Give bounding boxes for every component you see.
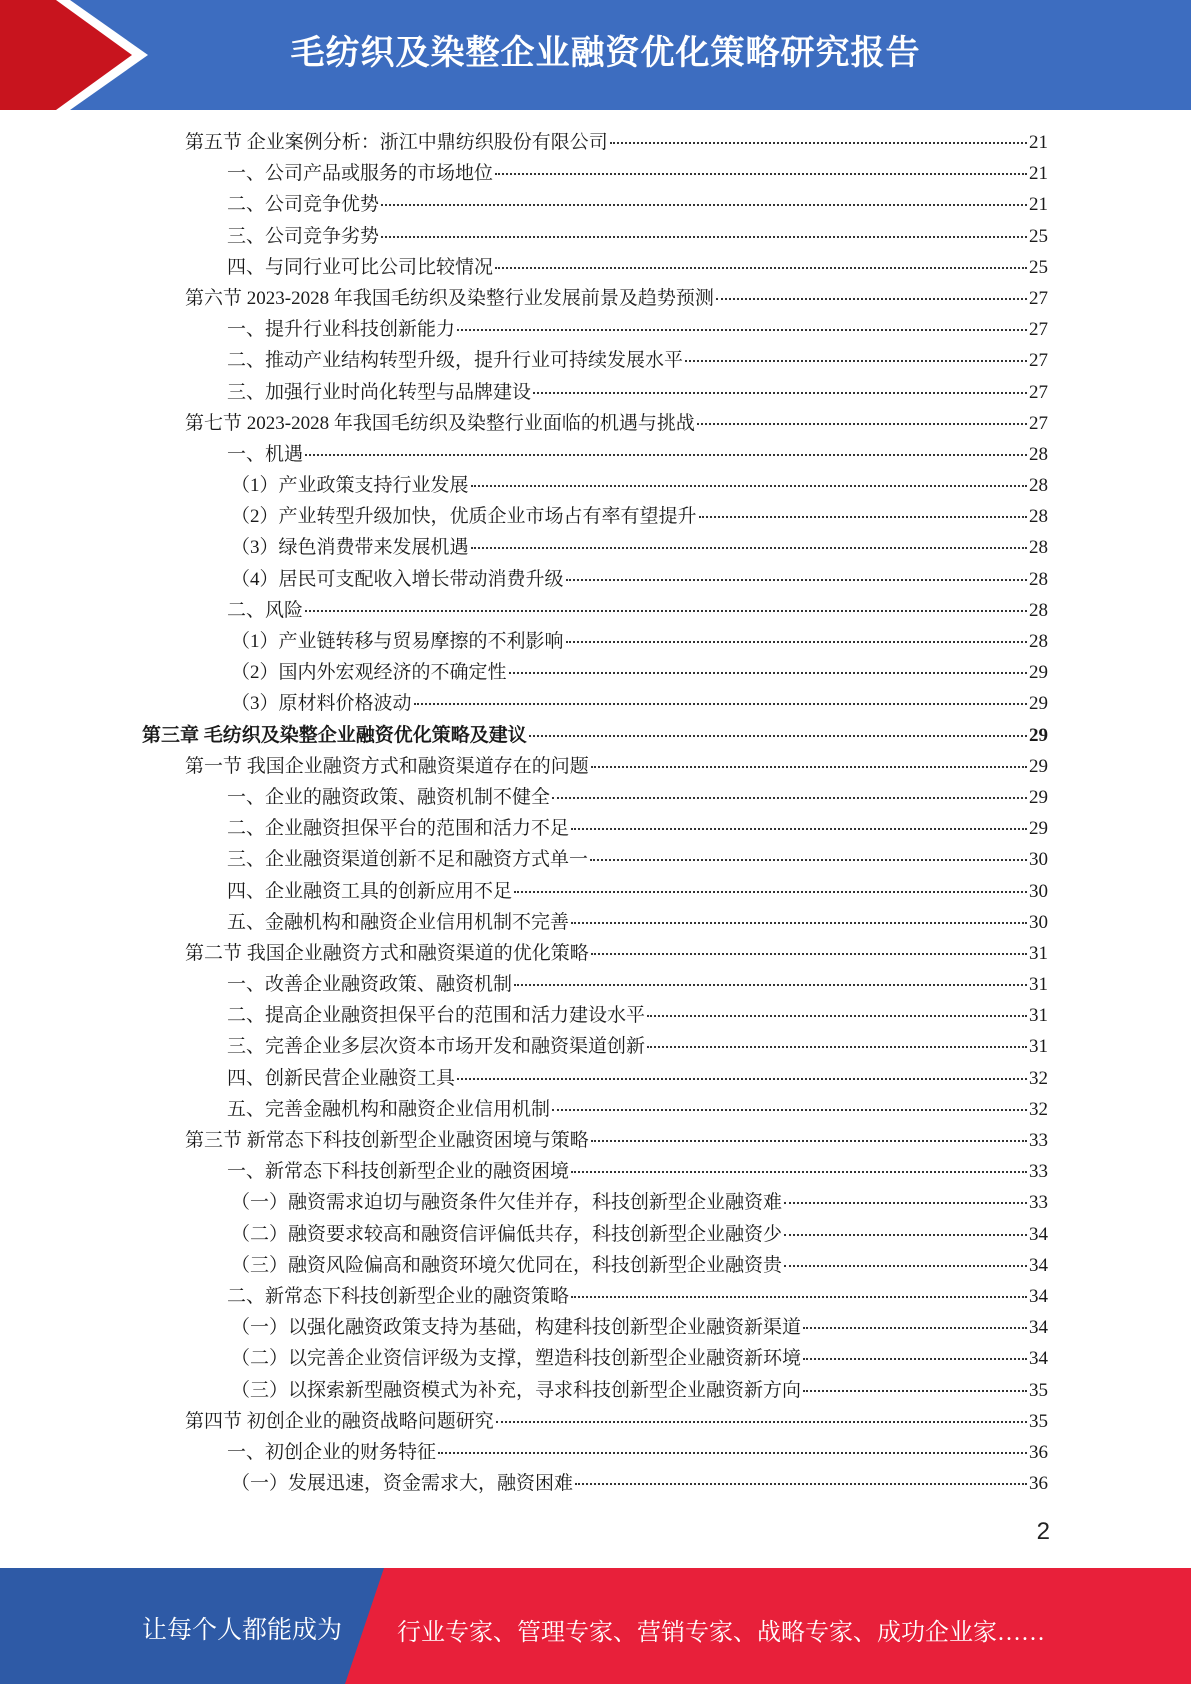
toc-entry-label: 五、金融机构和融资企业信用机制不完善 bbox=[227, 911, 570, 933]
toc-entry-label: （三）以探索新型融资模式为补充，寻求科技创新型企业融资新方向 bbox=[231, 1379, 802, 1401]
toc-entry-label: 第三章 毛纺织及染整企业融资优化策略及建议 bbox=[142, 724, 527, 746]
toc-entry[interactable] bbox=[142, 969, 1048, 1000]
dot-leader bbox=[514, 891, 1027, 893]
toc-entry-page: 32 bbox=[1029, 1067, 1048, 1089]
toc-entry-page: 29 bbox=[1029, 724, 1048, 746]
toc-entry-label: 一、新常态下科技创新型企业的融资困境 bbox=[227, 1161, 570, 1183]
toc-entry[interactable] bbox=[142, 782, 1048, 813]
toc-entry-page: 34 bbox=[1029, 1285, 1048, 1307]
toc-entry-page: 28 bbox=[1029, 537, 1048, 559]
toc-entry-page: 21 bbox=[1029, 132, 1048, 153]
toc-entry-label: 一、公司产品或服务的市场地位 bbox=[227, 163, 494, 185]
toc-entry[interactable] bbox=[142, 813, 1048, 844]
toc-entry[interactable] bbox=[142, 1031, 1048, 1062]
toc-entry-page: 21 bbox=[1029, 194, 1048, 216]
dot-leader bbox=[784, 1234, 1027, 1236]
toc-entry-page: 25 bbox=[1029, 256, 1048, 278]
dot-leader bbox=[591, 1140, 1027, 1142]
toc-entry-page: 21 bbox=[1029, 163, 1048, 185]
dot-leader bbox=[699, 516, 1027, 518]
toc-entry[interactable] bbox=[142, 907, 1048, 938]
toc-entry[interactable] bbox=[142, 1156, 1048, 1187]
toc-entry[interactable] bbox=[142, 314, 1048, 345]
toc-entry[interactable] bbox=[142, 844, 1048, 875]
toc-entry-label: 第三节 新常态下科技创新型企业融资困境与策略 bbox=[185, 1130, 589, 1151]
toc-entry-label: 二、提高企业融资担保平台的范围和活力建设水平 bbox=[227, 1005, 646, 1027]
toc-entry-page: 29 bbox=[1029, 693, 1048, 715]
toc-entry-label: 第一节 我国企业融资方式和融资渠道存在的问题 bbox=[185, 755, 589, 777]
dot-leader bbox=[591, 953, 1027, 955]
toc-entry-label: 三、公司竞争劣势 bbox=[227, 225, 380, 247]
toc-entry-label: 第六节 2023-2028 年我国毛纺织及染整行业发展前景及趋势预测 bbox=[185, 287, 714, 309]
toc-entry[interactable] bbox=[142, 626, 1048, 657]
toc-entry-page: 25 bbox=[1029, 225, 1048, 247]
toc-entry[interactable] bbox=[142, 1000, 1048, 1031]
toc-entry[interactable] bbox=[142, 377, 1048, 408]
toc-entry-label: 第二节 我国企业融资方式和融资渠道的优化策略 bbox=[185, 942, 589, 964]
report-header bbox=[0, 0, 1191, 110]
dot-leader bbox=[716, 298, 1027, 300]
dot-leader bbox=[571, 922, 1027, 924]
dot-leader bbox=[803, 1327, 1027, 1329]
toc-entry[interactable] bbox=[142, 1281, 1048, 1312]
toc-entry[interactable] bbox=[142, 751, 1048, 782]
toc-entry[interactable] bbox=[142, 1187, 1048, 1218]
toc-entry[interactable] bbox=[142, 876, 1048, 907]
toc-entry[interactable] bbox=[142, 408, 1048, 439]
toc-entry-page: 35 bbox=[1029, 1410, 1048, 1432]
dot-leader bbox=[438, 1452, 1027, 1454]
toc-entry[interactable] bbox=[142, 1437, 1048, 1468]
toc-entry-label: （3）原材料价格波动 bbox=[231, 693, 412, 715]
toc-entry[interactable] bbox=[142, 564, 1048, 595]
toc-entry[interactable] bbox=[142, 252, 1048, 283]
toc-entry-label: 第七节 2023-2028 年我国毛纺织及染整行业面临的机遇与挑战 bbox=[185, 412, 695, 434]
toc-entry-page: 34 bbox=[1029, 1223, 1048, 1245]
toc-entry[interactable] bbox=[142, 189, 1048, 220]
toc-entry-label: 第五节 企业案例分析：浙江中鼎纺织股份有限公司 bbox=[185, 132, 608, 153]
toc-entry[interactable] bbox=[142, 1125, 1048, 1156]
toc-entry-label: 二、新常态下科技创新型企业的融资策略 bbox=[227, 1285, 570, 1307]
footer-banner bbox=[0, 1568, 1191, 1684]
dot-leader bbox=[647, 1046, 1027, 1048]
toc-entry-page: 33 bbox=[1029, 1130, 1048, 1151]
toc-entry-page: 33 bbox=[1029, 1161, 1048, 1183]
toc-entry-label: 二、企业融资担保平台的范围和活力不足 bbox=[227, 818, 570, 840]
dot-leader bbox=[591, 766, 1027, 768]
toc-entry-page: 29 bbox=[1029, 786, 1048, 808]
toc-entry-label: 一、企业的融资政策、融资机制不健全 bbox=[227, 786, 551, 808]
toc-entry-page: 34 bbox=[1029, 1348, 1048, 1370]
toc-entry-page: 31 bbox=[1029, 942, 1048, 964]
dot-leader bbox=[552, 1109, 1027, 1111]
toc-entry-label: （一）融资需求迫切与融资条件欠佳并存，科技创新型企业融资难 bbox=[231, 1192, 783, 1214]
toc-entry-label: 一、改善企业融资政策、融资机制 bbox=[227, 974, 513, 996]
dot-leader bbox=[495, 267, 1027, 269]
toc-entry-page: 27 bbox=[1029, 287, 1048, 309]
toc-entry-page: 32 bbox=[1029, 1098, 1048, 1120]
dot-leader bbox=[610, 142, 1027, 144]
dot-leader bbox=[571, 1171, 1027, 1173]
toc-entry-label: 四、与同行业可比公司比较情况 bbox=[227, 256, 494, 278]
dot-leader bbox=[495, 173, 1027, 175]
dot-leader bbox=[784, 1265, 1027, 1267]
toc-entry-label: （二）融资要求较高和融资信评偏低共存，科技创新型企业融资少 bbox=[231, 1223, 783, 1245]
dot-leader bbox=[514, 984, 1027, 986]
toc-entry[interactable] bbox=[142, 595, 1048, 626]
dot-leader bbox=[533, 392, 1027, 394]
dot-leader bbox=[305, 610, 1027, 612]
dot-leader bbox=[590, 859, 1027, 861]
toc-entry-page: 31 bbox=[1029, 974, 1048, 996]
toc-entry-page: 28 bbox=[1029, 475, 1048, 497]
toc-entry-page: 28 bbox=[1029, 599, 1048, 621]
toc-entry-page: 28 bbox=[1029, 506, 1048, 528]
dot-leader bbox=[381, 204, 1027, 206]
toc-entry[interactable] bbox=[142, 532, 1048, 563]
toc-entry-page: 35 bbox=[1029, 1379, 1048, 1401]
toc-entry[interactable] bbox=[142, 688, 1048, 719]
toc-entry[interactable] bbox=[142, 1406, 1048, 1437]
toc-entry[interactable] bbox=[142, 439, 1048, 470]
toc-entry-label: （三）融资风险偏高和融资环境欠优同在，科技创新型企业融资贵 bbox=[231, 1254, 783, 1276]
toc-entry-label: 二、推动产业结构转型升级，提升行业可持续发展水平 bbox=[227, 350, 684, 372]
toc-entry[interactable] bbox=[142, 1375, 1048, 1406]
toc-entry-label: 四、创新民营企业融资工具 bbox=[227, 1067, 456, 1089]
page-number: 2 bbox=[1036, 1518, 1050, 1545]
dot-leader bbox=[571, 828, 1027, 830]
toc-entry-page: 29 bbox=[1029, 818, 1048, 840]
dot-leader bbox=[496, 1421, 1027, 1423]
dot-leader bbox=[566, 579, 1027, 581]
toc-entry-label: 三、加强行业时尚化转型与品牌建设 bbox=[227, 381, 532, 403]
toc-entry-label: （1）产业政策支持行业发展 bbox=[231, 475, 469, 497]
toc-entry-label: （1）产业链转移与贸易摩擦的不利影响 bbox=[231, 631, 564, 652]
toc-entry-page: 33 bbox=[1029, 1192, 1048, 1214]
toc-entry-page: 28 bbox=[1029, 568, 1048, 590]
toc-entry-label: （一）以强化融资政策支持为基础，构建科技创新型企业融资新渠道 bbox=[231, 1317, 802, 1339]
dot-leader bbox=[566, 641, 1027, 643]
dot-leader bbox=[305, 454, 1027, 456]
table-of-contents bbox=[142, 127, 1048, 1499]
toc-entry-label: （二）以完善企业资信评级为支撑，塑造科技创新型企业融资新环境 bbox=[231, 1348, 802, 1370]
toc-entry-label: （4）居民可支配收入增长带动消费升级 bbox=[231, 568, 564, 590]
toc-entry[interactable] bbox=[142, 1468, 1048, 1499]
dot-leader bbox=[685, 360, 1027, 362]
toc-entry-label: 二、公司竞争优势 bbox=[227, 194, 380, 216]
dot-leader bbox=[697, 423, 1027, 425]
toc-entry-page: 29 bbox=[1029, 662, 1048, 684]
toc-entry[interactable] bbox=[142, 221, 1048, 252]
toc-entry-page: 34 bbox=[1029, 1254, 1048, 1276]
toc-entry-page: 36 bbox=[1029, 1473, 1048, 1495]
dot-leader bbox=[457, 329, 1027, 331]
toc-entry-label: （2）国内外宏观经济的不确定性 bbox=[231, 662, 507, 684]
toc-entry-label: 四、企业融资工具的创新应用不足 bbox=[227, 880, 513, 902]
toc-entry[interactable] bbox=[142, 1063, 1048, 1094]
toc-entry[interactable] bbox=[142, 1312, 1048, 1343]
toc-entry-page: 27 bbox=[1029, 350, 1048, 372]
toc-entry-page: 29 bbox=[1029, 755, 1048, 777]
toc-entry-page: 36 bbox=[1029, 1441, 1048, 1463]
toc-entry-page: 28 bbox=[1029, 631, 1048, 652]
toc-entry-label: 一、提升行业科技创新能力 bbox=[227, 319, 456, 341]
dot-leader bbox=[647, 1015, 1027, 1017]
dot-leader bbox=[803, 1390, 1027, 1392]
toc-entry-page: 27 bbox=[1029, 381, 1048, 403]
toc-entry[interactable] bbox=[142, 1094, 1048, 1125]
dot-leader bbox=[471, 485, 1027, 487]
toc-entry[interactable] bbox=[142, 657, 1048, 688]
toc-entry[interactable] bbox=[142, 158, 1048, 189]
toc-entry-page: 31 bbox=[1029, 1005, 1048, 1027]
toc-entry-label: 三、企业融资渠道创新不足和融资方式单一 bbox=[227, 849, 589, 871]
toc-entry[interactable] bbox=[142, 127, 1048, 158]
toc-entry-page: 30 bbox=[1029, 880, 1048, 902]
toc-entry[interactable] bbox=[142, 470, 1048, 501]
toc-entry-label: （2）产业转型升级加快，优质企业市场占有率有望提升 bbox=[231, 506, 697, 528]
toc-entry[interactable] bbox=[142, 345, 1048, 376]
toc-entry[interactable] bbox=[142, 501, 1048, 532]
dot-leader bbox=[784, 1202, 1027, 1204]
toc-entry-label: （3）绿色消费带来发展机遇 bbox=[231, 537, 469, 559]
toc-entry-label: 二、风险 bbox=[227, 599, 304, 621]
toc-entry[interactable] bbox=[142, 283, 1048, 314]
toc-entry-label: 一、初创企业的财务特征 bbox=[227, 1441, 437, 1463]
toc-entry-label: （一）发展迅速，资金需求大，融资困难 bbox=[231, 1473, 574, 1495]
dot-leader bbox=[381, 236, 1027, 238]
dot-leader bbox=[552, 797, 1027, 799]
toc-entry-label: 第四节 初创企业的融资战略问题研究 bbox=[185, 1410, 494, 1432]
toc-entry[interactable] bbox=[142, 1250, 1048, 1281]
dot-leader bbox=[803, 1358, 1027, 1360]
dot-leader bbox=[414, 703, 1027, 705]
dot-leader bbox=[471, 547, 1027, 549]
dot-leader bbox=[529, 735, 1027, 737]
toc-entry-page: 27 bbox=[1029, 412, 1048, 434]
toc-entry-page: 27 bbox=[1029, 319, 1048, 341]
toc-entry-label: 一、机遇 bbox=[227, 443, 304, 465]
dot-leader bbox=[457, 1078, 1027, 1080]
toc-entry[interactable] bbox=[142, 1219, 1048, 1250]
toc-entry-page: 30 bbox=[1029, 849, 1048, 871]
report-title: 毛纺织及染整企业融资优化策略研究报告 bbox=[290, 33, 921, 73]
footer-slogan-right: 行业专家、管理专家、营销专家、战略专家、成功企业家…… bbox=[397, 1620, 1045, 1646]
toc-entry-page: 31 bbox=[1029, 1036, 1048, 1058]
toc-entry-label: 三、完善企业多层次资本市场开发和融资渠道创新 bbox=[227, 1036, 646, 1058]
toc-entry[interactable] bbox=[142, 1343, 1048, 1374]
toc-entry[interactable] bbox=[142, 720, 1048, 751]
toc-entry-page: 28 bbox=[1029, 443, 1048, 465]
toc-entry[interactable] bbox=[142, 938, 1048, 969]
dot-leader bbox=[509, 672, 1027, 674]
dot-leader bbox=[571, 1296, 1027, 1298]
toc-entry-page: 34 bbox=[1029, 1317, 1048, 1339]
toc-entry-page: 30 bbox=[1029, 911, 1048, 933]
footer-slogan-left: 让每个人都能成为 bbox=[142, 1617, 343, 1644]
toc-entry-label: 五、完善金融机构和融资企业信用机制 bbox=[227, 1098, 551, 1120]
dot-leader bbox=[575, 1483, 1027, 1485]
